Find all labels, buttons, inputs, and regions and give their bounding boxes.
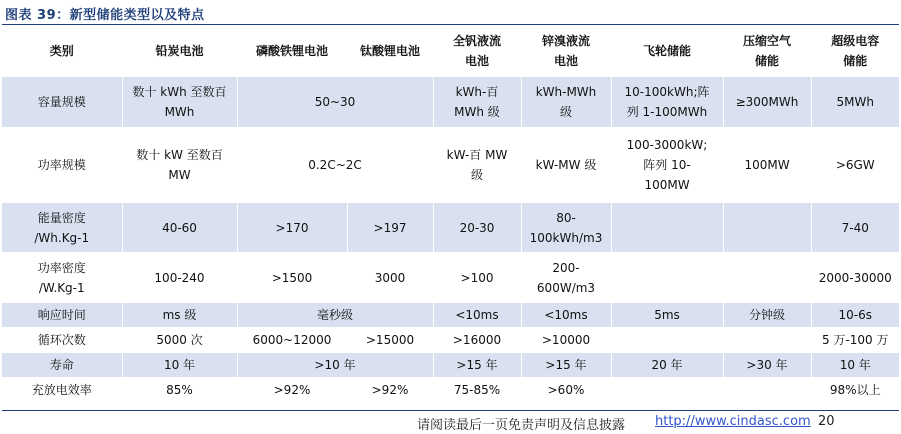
table-cell <box>723 328 811 353</box>
table-cell: 5MWh <box>811 77 899 128</box>
table-cell: 分钟级 <box>723 303 811 328</box>
table-row-lifespan <box>2 353 899 378</box>
table-cell: kWh-百 MWh 级 <box>433 77 521 128</box>
row-label: 容量规模 <box>2 77 122 128</box>
header-lfp: 磷酸铁锂电池 <box>237 25 347 77</box>
table-cell: >15000 <box>347 328 433 353</box>
table-cell: 100-3000kW; 阵列 10- 100MW <box>611 128 723 203</box>
storage-comparison-table <box>2 25 899 403</box>
table-cell: kW-百 MW 级 <box>433 128 521 203</box>
table-cell: 100-240 <box>122 253 237 303</box>
table-cell <box>611 203 723 253</box>
table-cell: 数十 kWh 至数百 MWh <box>122 77 237 128</box>
table-cell: >6GW <box>811 128 899 203</box>
website-link[interactable]: http://www.cindasc.com <box>655 414 811 429</box>
table-cell: 5ms <box>611 303 723 328</box>
disclaimer-note: 请阅读最后一页免责声明及信息披露 <box>417 418 626 433</box>
table-cell: 50~30 <box>237 77 433 128</box>
figure-title: 图表 39：新型储能类型以及特点 <box>5 8 205 23</box>
row-label: 充放电效率 <box>2 378 122 403</box>
table-cell: 200- 600W/m3 <box>521 253 611 303</box>
table-cell: 5000 次 <box>122 328 237 353</box>
row-label: 循环次数 <box>2 328 122 353</box>
table-cell: 80- 100kWh/m3 <box>521 203 611 253</box>
table-cell <box>723 378 811 403</box>
table-cell: >10 年 <box>237 353 433 378</box>
table-cell: >15 年 <box>433 353 521 378</box>
header-vanadium-flow: 全钒液流 电池 <box>433 25 521 77</box>
table-cell: >60% <box>521 378 611 403</box>
table-cell: 20 年 <box>611 353 723 378</box>
table-cell: kWh-MWh 级 <box>521 77 611 128</box>
table-cell <box>611 378 723 403</box>
table-cell: >16000 <box>433 328 521 353</box>
table-cell: 98%以上 <box>811 378 899 403</box>
table-cell <box>611 328 723 353</box>
table-cell: 10-6s <box>811 303 899 328</box>
header-lead-carbon: 铅炭电池 <box>122 25 237 77</box>
header-compressed-air: 压缩空气 储能 <box>723 25 811 77</box>
header-zinc-bromine-flow: 锌溴液流 电池 <box>521 25 611 77</box>
table-row-cycles <box>2 328 899 353</box>
page-number: 20 <box>818 414 835 429</box>
table-cell <box>723 203 811 253</box>
table-cell: 3000 <box>347 253 433 303</box>
header-row <box>2 25 899 77</box>
table-cell: 20-30 <box>433 203 521 253</box>
table-cell: 0.2C~2C <box>237 128 433 203</box>
table-cell: 75-85% <box>433 378 521 403</box>
table-cell <box>723 253 811 303</box>
table-cell: 85% <box>122 378 237 403</box>
table-cell: <10ms <box>521 303 611 328</box>
bottom-rule <box>2 410 899 411</box>
table-cell <box>611 253 723 303</box>
table-cell: 7-40 <box>811 203 899 253</box>
table-cell: >170 <box>237 203 347 253</box>
table-cell: >92% <box>347 378 433 403</box>
table-cell: 10 年 <box>122 353 237 378</box>
table-cell: 40-60 <box>122 203 237 253</box>
table-row-power-density <box>2 253 899 303</box>
header-supercapacitor: 超级电容 储能 <box>811 25 899 77</box>
row-label: 功率规模 <box>2 128 122 203</box>
row-label: 响应时间 <box>2 303 122 328</box>
table-cell: 5 万-100 万 <box>811 328 899 353</box>
table-cell: 6000~12000 <box>237 328 347 353</box>
table-cell: <10ms <box>433 303 521 328</box>
table-cell: 10 年 <box>811 353 899 378</box>
table-cell: >30 年 <box>723 353 811 378</box>
table-cell: >197 <box>347 203 433 253</box>
table-cell: >1500 <box>237 253 347 303</box>
header-category: 类别 <box>2 25 122 77</box>
table-cell: ms 级 <box>122 303 237 328</box>
table-row-capacity <box>2 77 899 128</box>
table-cell: kW-MW 级 <box>521 128 611 203</box>
table-row-efficiency <box>2 378 899 403</box>
header-lto: 钛酸锂电池 <box>347 25 433 77</box>
table-cell: 100MW <box>723 128 811 203</box>
table-cell: 数十 kW 至数百 MW <box>122 128 237 203</box>
table-cell: 10-100kWh;阵 列 1-100MWh <box>611 77 723 128</box>
table-row-energy-density <box>2 203 899 253</box>
table-cell: >92% <box>237 378 347 403</box>
table-cell: 毫秒级 <box>237 303 433 328</box>
header-flywheel: 飞轮储能 <box>611 25 723 77</box>
row-label: 能量密度 /Wh.Kg-1 <box>2 203 122 253</box>
table-cell: >10000 <box>521 328 611 353</box>
table-row-response-time <box>2 303 899 328</box>
row-label: 寿命 <box>2 353 122 378</box>
table-cell: >15 年 <box>521 353 611 378</box>
row-label: 功率密度 /W.Kg-1 <box>2 253 122 303</box>
table-cell: ≥300MWh <box>723 77 811 128</box>
table-cell: 2000-30000 <box>811 253 899 303</box>
table-cell: >100 <box>433 253 521 303</box>
table-row-power <box>2 128 899 203</box>
